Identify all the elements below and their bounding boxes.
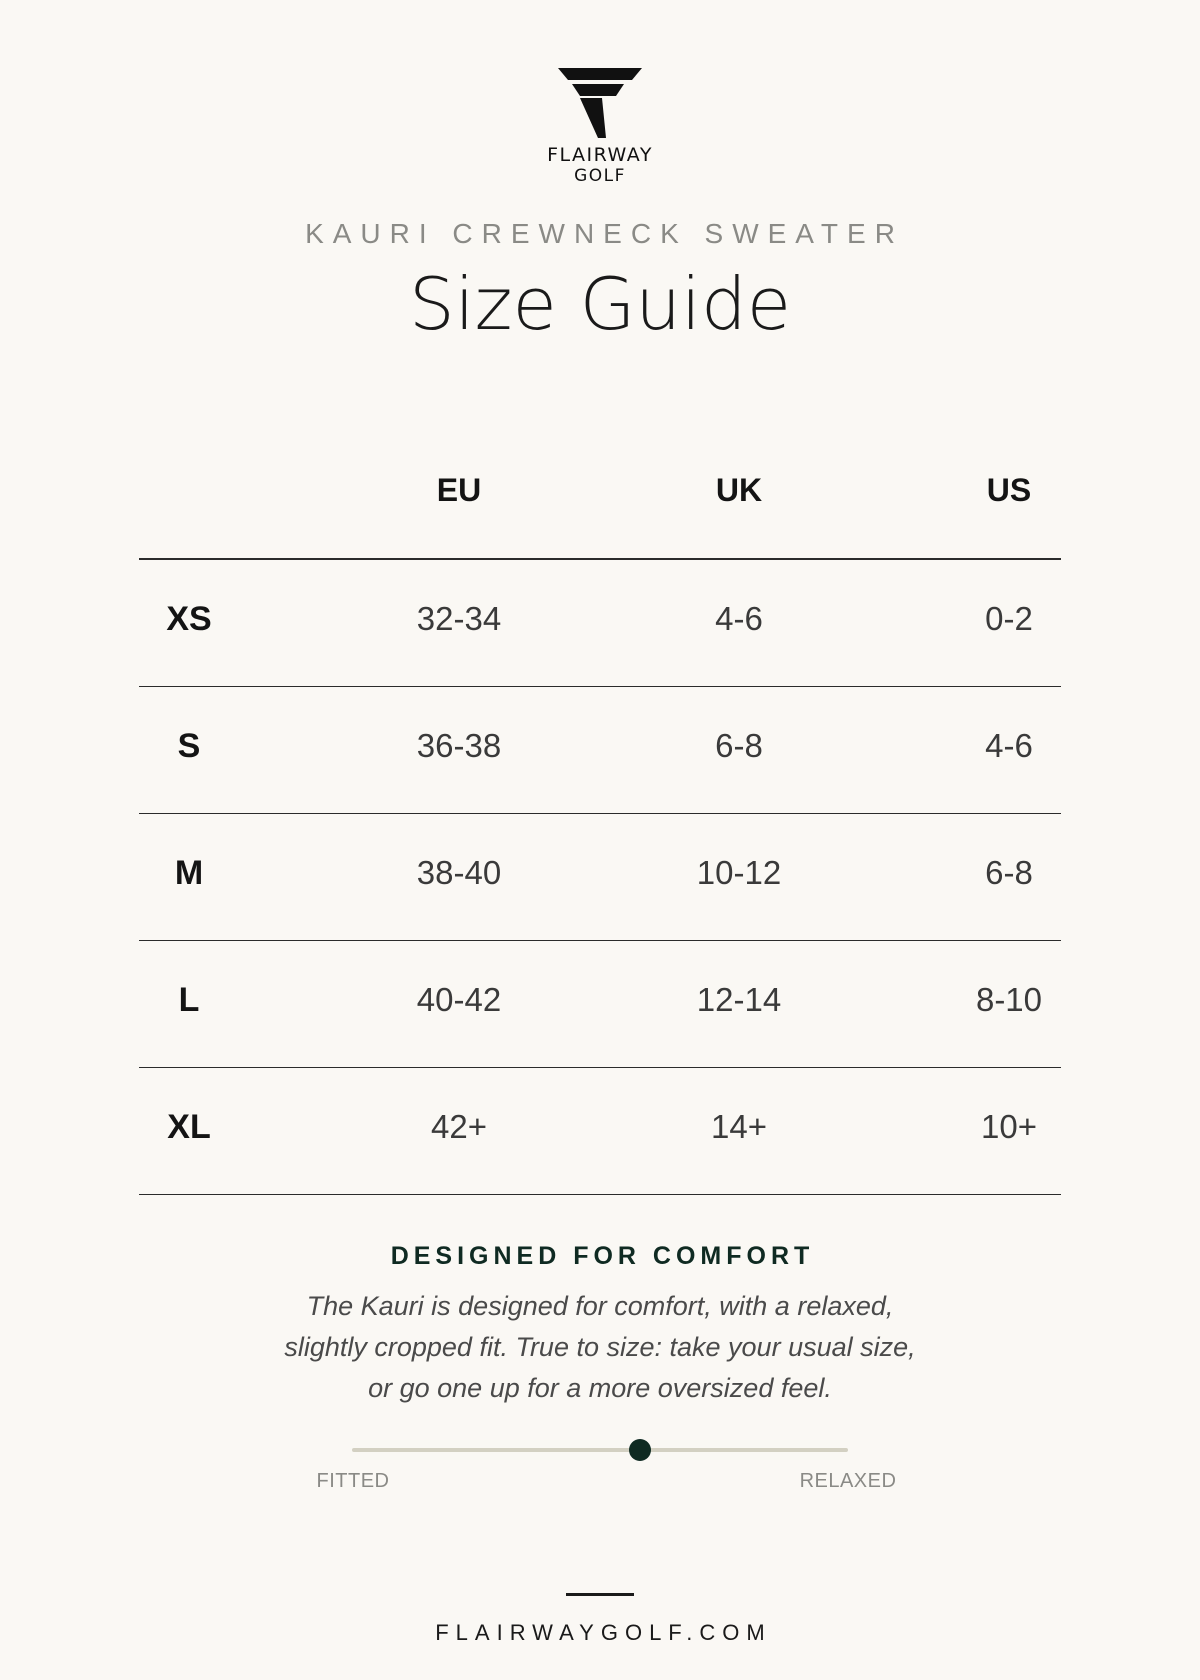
column-header-uk: UK [715,472,763,508]
footer-divider [566,1593,634,1596]
uk-value: 6-8 [715,727,763,764]
comfort-heading: DESIGNED FOR COMFORT [390,1242,815,1270]
logo-wordmark-line1: FLAIRWAY [547,144,653,166]
brand-logo [520,62,680,187]
size-label: S [177,727,201,765]
comfort-line: or go one up for a more oversized feel. [368,1373,832,1403]
eu-value: 32-34 [416,600,502,637]
page-title: Size Guide [408,262,792,346]
size-label: L [178,981,200,1019]
fit-scale-indicator [629,1439,651,1461]
size-table [139,460,1061,1195]
eu-value: 40-42 [416,981,502,1018]
comfort-line: The Kauri is designed for comfort, with a relaxed, [306,1291,894,1321]
table-row [139,1068,1061,1195]
table-row [139,687,1061,814]
uk-value: 4-6 [715,600,763,637]
uk-value: 14+ [711,1108,767,1145]
us-value: 8-10 [975,981,1043,1018]
eu-value: 36-38 [416,727,502,764]
eu-value: 38-40 [416,854,502,891]
us-value: 6-8 [985,854,1033,891]
table-header [139,460,1061,560]
comfort-description [250,1286,950,1409]
eu-value: 42+ [431,1108,487,1145]
logo-wordmark-line2: GOLF [574,166,626,186]
column-header-eu: EU [436,472,482,508]
footer-url[interactable]: FLAIRWAYGOLF.COM [435,1620,772,1645]
table-row [139,560,1061,687]
flairway-f-icon [558,68,642,140]
fit-label-fitted: FITTED [316,1470,390,1492]
uk-value: 10-12 [696,854,782,891]
size-label: XL [167,1108,211,1146]
column-header-us: US [986,472,1032,508]
comfort-line: slightly cropped fit. True to size: take your usual size, [284,1332,916,1362]
product-subtitle: KAURI CREWNECK SWEATER [305,218,904,249]
fit-label-relaxed: RELAXED [799,1470,897,1492]
us-value: 4-6 [985,727,1033,764]
size-label: M [174,854,204,892]
table-row [139,814,1061,941]
us-value: 10+ [981,1108,1037,1145]
us-value: 0-2 [985,600,1033,637]
fit-scale-track [352,1448,848,1452]
table-row [139,941,1061,1068]
size-label: XS [166,600,212,638]
uk-value: 12-14 [696,981,782,1018]
